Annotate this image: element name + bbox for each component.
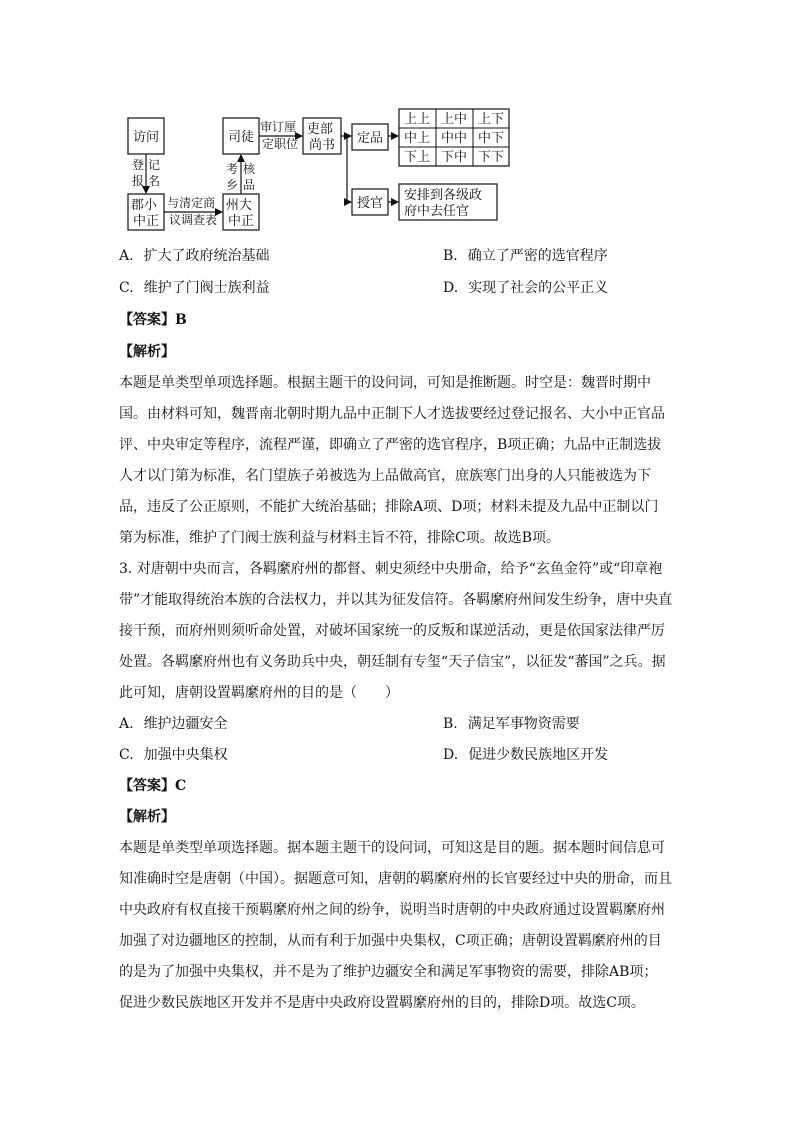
q3-option-a xyxy=(119,714,228,734)
q3-analysis-label: 【解析】 xyxy=(119,809,175,825)
nine-rank-system-diagram xyxy=(0,0,794,240)
label-dengbao: 登报 xyxy=(131,158,145,188)
q2-analysis-label: 【解析】 xyxy=(119,344,175,360)
q3-stem-line: 处置。各羁縻府州也有义务助兵中央，朝廷制有专玺“天子信宝”，以征发“蕃国”之兵。据 xyxy=(119,654,666,670)
option-text: 实现了社会的公平正义 xyxy=(468,280,609,296)
box-zhoudazhong-text: 州大 中正 xyxy=(225,198,255,229)
option-text: 维护边疆安全 xyxy=(143,716,228,732)
option-letter: D. xyxy=(443,747,459,763)
option-text: 满足军事物资需要 xyxy=(467,716,580,732)
box-junxiaozhong-text: 郡小 中正 xyxy=(130,198,160,229)
q2-analysis-line: 本题是单类型单项选择题。根据主题干的设问词，可知是推断题。时空是：魏晋时期中 xyxy=(119,375,651,391)
q2-analysis-line: 评、中央审定等程序，流程严谨，即确立了严密的选官程序，B项正确；九品中正制选拔 xyxy=(119,437,662,453)
option-text: 加强中央集权 xyxy=(143,747,228,763)
grid-cell: 上中 xyxy=(440,112,468,127)
q2-option-d xyxy=(443,278,608,298)
grid-cell: 中下 xyxy=(477,131,505,146)
label-qingdingshang: 与清定商 议调查表 xyxy=(167,196,218,227)
option-letter: D. xyxy=(443,280,459,296)
label-hepin: 核品 xyxy=(242,162,256,192)
q2-analysis-line: 国。由材料可知，魏晋南北朝时期九品中正制下人才选拔要经过登记报名、大小中正官品 xyxy=(119,406,665,422)
box-shouguan-text: 授官 xyxy=(356,196,384,211)
grid-cell: 中中 xyxy=(440,131,468,146)
q3-stem-line: 带”才能取得统治本族的合法权力，并以其为征发信符。各羁縻府州间发生纷争，唐中央直 xyxy=(119,592,673,608)
q2-answer: 【答案】B xyxy=(119,312,187,328)
label-jiming: 记名 xyxy=(147,158,161,188)
box-dingpin-text: 定品 xyxy=(356,131,384,146)
box-fangwen-text: 访问 xyxy=(132,130,160,145)
option-text: 扩大了政府统治基础 xyxy=(143,248,270,264)
q3-analysis-line: 本题是单类型单项选择题。据本题主题干的设问词，可知这是目的题。据本题时间信息可 xyxy=(119,840,665,856)
box-libu-text: 吏部 尚书 xyxy=(306,122,336,153)
grid-cell: 上上 xyxy=(403,112,431,127)
option-letter: C. xyxy=(119,747,134,763)
grid-cell: 下下 xyxy=(477,150,505,165)
grid-cell: 下中 xyxy=(440,150,468,165)
label-kaoxiang: 考乡 xyxy=(225,162,239,192)
option-text: 维护了门阀士族利益 xyxy=(143,280,270,296)
option-letter: B. xyxy=(443,716,458,732)
q3-option-b xyxy=(443,714,580,734)
option-letter: B. xyxy=(443,248,458,264)
q2-option-c xyxy=(119,278,270,298)
q3-analysis-line: 加强了对边疆地区的控制，从而有利于加强中央集权，C项正确；唐朝设置羁縻府州的目 xyxy=(119,933,662,949)
option-letter: A. xyxy=(119,248,134,264)
q3-option-c xyxy=(119,745,228,765)
q3-analysis-line: 的是为了加强中央集权，并不是为了维护边疆安全和满足军事物资的需要，排除AB项； xyxy=(119,964,658,980)
option-text: 促进少数民族地区开发 xyxy=(468,747,609,763)
q3-analysis-line: 促进少数民族地区开发并不是唐中央政府设置羁縻府州的目的，排除D项。故选C项。 xyxy=(119,995,645,1011)
grid-cell: 下上 xyxy=(403,150,431,165)
q2-option-a xyxy=(119,246,270,266)
nine-rank-grid xyxy=(399,109,509,166)
grid-cell: 中上 xyxy=(403,131,431,146)
q2-analysis-line: 品，违反了公正原则，不能扩大统治基础；排除A项、D项；材料未提及九品中正制以门 xyxy=(119,499,659,515)
box-situ-text: 司徒 xyxy=(227,130,255,145)
q3-stem-line: 3. 对唐朝中央而言，各羁縻府州的都督、刺史须经中央册命，给予“玄鱼金符”或“印章袍 xyxy=(119,561,663,577)
option-letter: C. xyxy=(119,280,134,296)
grid-cell: 上下 xyxy=(477,112,505,127)
q3-analysis-line: 知准确时空是唐朝（中国）。据题意可知，唐朝的羁縻府州的长官要经过中央的册命，而且 xyxy=(119,871,672,887)
q2-analysis-line: 人才以门第为标准，名门望族子弟被选为上品做高官，庶族寒门出身的人只能被选为下 xyxy=(119,468,651,484)
option-text: 确立了严密的选官程序 xyxy=(467,248,608,264)
option-letter: A. xyxy=(119,716,134,732)
q3-option-d xyxy=(443,745,608,765)
q2-analysis-line: 第为标准，维护了门阀士族利益与材料主旨不符，排除C项。故选B项。 xyxy=(119,530,560,546)
q3-stem-line: 接干预，而府州则须听命处置，对破坏国家统一的反叛和谋逆活动，更是依国家法律严厉 xyxy=(119,623,665,639)
box-anpai-text: 安排到各级政 府中去任官 xyxy=(404,188,483,219)
q3-answer: 【答案】C xyxy=(119,778,187,794)
q2-option-b xyxy=(443,246,608,266)
q3-stem-line: 此可知，唐朝设置羁縻府州的目的是（ ） xyxy=(119,685,399,701)
label-shending: 审订厘 定职位 xyxy=(260,120,299,151)
q3-analysis-line: 中央政府有权直接干预羁縻府州之间的纷争，说明当时唐朝的中央政府通过设置羁縻府州 xyxy=(119,902,665,918)
